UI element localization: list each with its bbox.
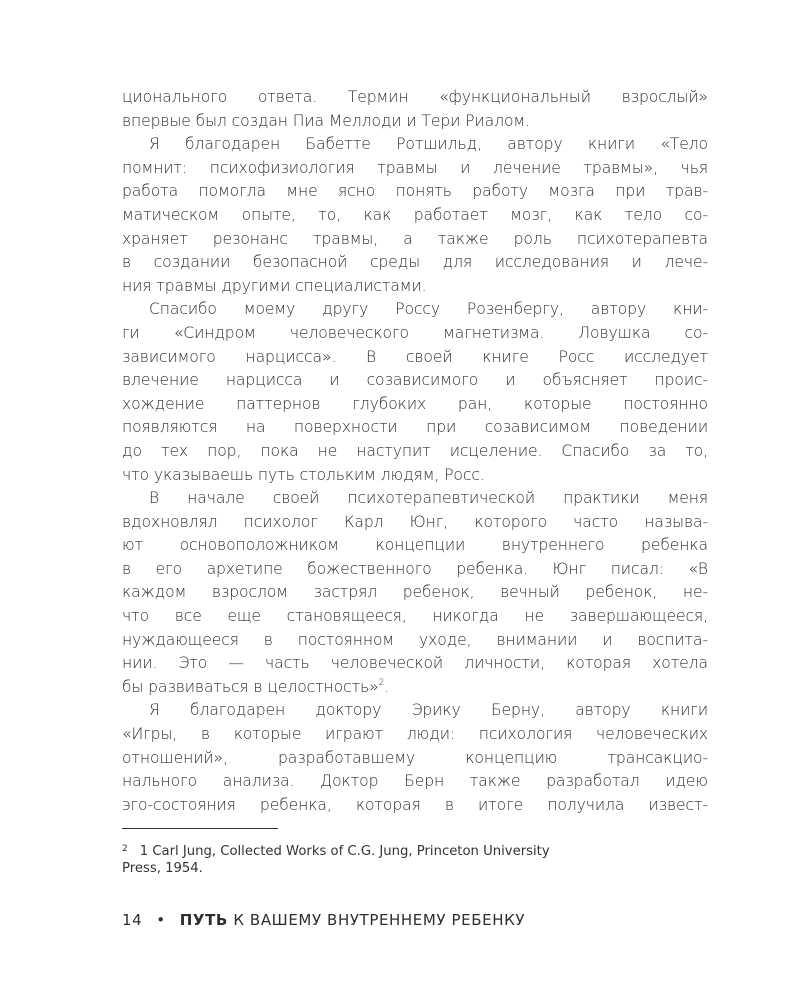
text-line-content (149, 298, 708, 322)
text-line (122, 228, 708, 252)
text-line-content (149, 699, 708, 723)
text-line (122, 581, 708, 605)
text-line-content (122, 464, 708, 488)
footnote-mark: 2 (122, 844, 128, 854)
text-line-content (122, 110, 708, 134)
text-line-content (122, 275, 708, 299)
text-line-text: вдохновлял психолог Карл Юнг, которого часто называ- (122, 512, 708, 531)
text-line (122, 794, 708, 818)
bullet-separator: • (156, 911, 166, 929)
text-line-text: каждом взрослом застрял ребенок, вечный ребенок, не- (122, 583, 708, 602)
book-title-bold: ПУТЬ (179, 911, 228, 929)
text-line-text: ционального ответа. Термин «функциональный взрослый» (122, 88, 708, 106)
text-line-content (122, 251, 708, 275)
text-line-text: ния травмы другими специалистами. (122, 276, 427, 295)
text-line-content (149, 133, 708, 157)
text-line-text: что указываешь путь стольким людям, Росс. (122, 465, 485, 484)
text-line (122, 369, 708, 393)
text-line-content (122, 747, 708, 771)
text-line-content (122, 676, 708, 700)
text-line (122, 511, 708, 535)
text-line (122, 393, 708, 417)
text-line (122, 699, 708, 723)
text-line-text: влечение нарцисса и созависимого и объясняет проис- (122, 371, 708, 390)
text-line-content (122, 416, 708, 440)
footnote-line-2: Press, 1954. (122, 861, 203, 876)
text-line-content (122, 204, 708, 228)
text-line-content (122, 322, 708, 346)
text-line-text: нального анализа. Доктор Берн также разработал идею (122, 772, 708, 791)
footnote-divider (122, 828, 278, 829)
text-line-text: эго-состояния ребенка, которая в итоге получила извест- (122, 795, 708, 814)
text-line (122, 322, 708, 346)
text-line (122, 251, 708, 275)
text-line (122, 770, 708, 794)
text-line-text: нии. Это — часть человеческой личности, которая хотела (122, 654, 708, 673)
text-line-text: в его архетипе божественного ребенка. Юнг писал: «В (122, 559, 708, 578)
text-line-content (122, 605, 708, 629)
text-line-text: Я благодарен доктору Эрику Берну, автору книги (149, 701, 708, 720)
text-line-content (122, 369, 708, 393)
text-line-text: ги «Синдром человеческого магнетизма. Ловушка со- (122, 323, 708, 342)
text-line (122, 676, 708, 700)
text-line-content (122, 629, 708, 653)
text-line-text: работа помогла мне ясно понять работу мозга при трав- (122, 182, 708, 201)
text-line-text: в создании безопасной среды для исследования и лече- (122, 253, 708, 272)
text-line (122, 534, 708, 558)
text-line (122, 298, 708, 322)
text-line (122, 346, 708, 370)
text-line-content (122, 794, 708, 818)
footnote (122, 841, 708, 877)
text-line-text: что все еще становящееся, никогда не завершающееся, (122, 607, 708, 626)
text-line-text: матическом опыте, то, как работает мозг, как тело со- (122, 205, 708, 224)
text-line-text: нуждающееся в постоянном уходе, внимании и воспита- (122, 630, 708, 649)
text-line-text: В начале своей психотерапевтической практики меня (149, 489, 708, 508)
text-line-content (122, 440, 708, 464)
text-line-text: зависимого нарцисса». В своей книге Росс исследует (122, 347, 708, 366)
text-line-text: отношений», разработавшему концепцию трансакцио- (122, 748, 708, 767)
text-line (122, 723, 708, 747)
text-line (122, 110, 708, 134)
text-line-content (122, 770, 708, 794)
text-line-text: появляются на поверхности при созависимом поведении (122, 418, 708, 437)
text-line (122, 747, 708, 771)
text-line-text: впервые был создан Пиа Меллоди и Тери Риалом. (122, 111, 530, 130)
text-line (122, 157, 708, 181)
text-line-content (122, 652, 708, 676)
footnote-line-1: 1 Carl Jung, Collected Works of C.G. Jung, Princeton University (139, 844, 550, 859)
text-line-content (122, 534, 708, 558)
text-line-text: до тех пор, пока не наступит исцеление. Спасибо за то, (122, 441, 708, 460)
text-line-content (122, 723, 708, 747)
text-line (122, 86, 708, 110)
text-line-content (122, 558, 708, 582)
text-line (122, 275, 708, 299)
text-line-text: храняет резонанс травмы, а также роль психотерапевта (122, 229, 708, 248)
body-text (122, 86, 708, 817)
text-line-text: Спасибо моему другу Россу Розенбергу, автору кни- (149, 300, 708, 319)
text-line (122, 652, 708, 676)
text-line-content (122, 157, 708, 181)
page-number: 14 (122, 911, 143, 929)
book-title-rest: К ВАШЕМУ ВНУТРЕННЕМУ РЕБЕНКУ (233, 911, 526, 929)
text-line-content (122, 511, 708, 535)
text-line-text: помнит: психофизиология травмы и лечение травмы», чья (122, 158, 708, 177)
text-line-content (122, 86, 708, 110)
text-line (122, 487, 708, 511)
text-line (122, 464, 708, 488)
page-footer (122, 911, 525, 929)
text-line-content (122, 581, 708, 605)
text-line-text: «Игры, в которые играют люди: психология человеческих (122, 725, 708, 744)
text-line-content (149, 487, 708, 511)
text-line-punctuation: . (384, 677, 390, 696)
text-line-text: бы развиваться в целостность» (122, 677, 379, 696)
footnote-reference[interactable]: 2 (378, 677, 385, 688)
text-line-content (122, 393, 708, 417)
text-line (122, 133, 708, 157)
text-line (122, 204, 708, 228)
text-line-text: ют основоположником концепции внутреннего ребенка (122, 536, 708, 555)
text-line (122, 605, 708, 629)
text-line-content (122, 228, 708, 252)
text-line (122, 629, 708, 653)
text-line (122, 558, 708, 582)
text-line (122, 416, 708, 440)
text-line-text: хождение паттернов глубоких ран, которые постоянно (122, 394, 708, 413)
text-line-text: Я благодарен Бабетте Ротшильд, автору книги «Тело (149, 135, 708, 154)
text-line-content (122, 346, 708, 370)
text-line (122, 440, 708, 464)
text-line-content (122, 180, 708, 204)
text-line (122, 180, 708, 204)
